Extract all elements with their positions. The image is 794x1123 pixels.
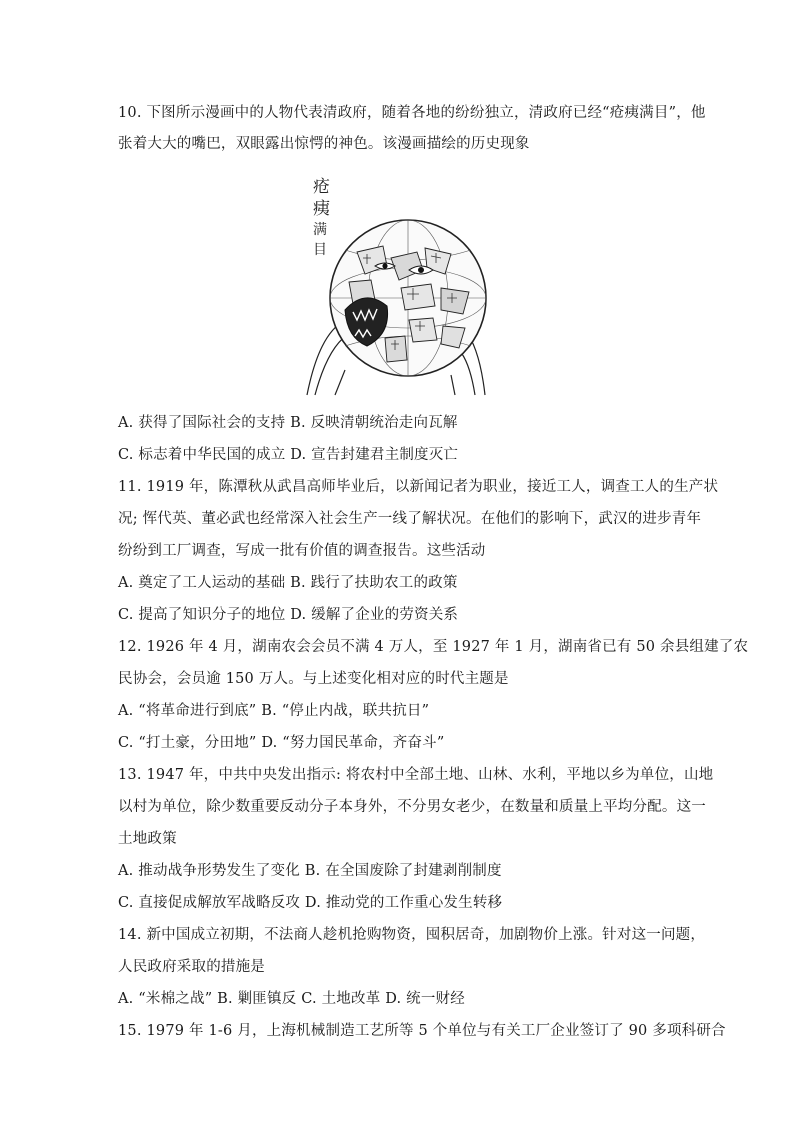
svg-text:目: 目 (313, 242, 327, 258)
q12-options-cd: C. “打土豪，分田地” D. “努力国民革命，齐奋斗” (118, 735, 445, 751)
q12-stem-line-1: 12. 1926 年 4 月，湖南农会会员不满 4 万人，至 1927 年 1 月，湖南省已有 50 余县组建了农 (118, 639, 749, 655)
q10-stem-line-2: 张着大大的嘴巴，双眼露出惊愕的神色。该漫画描绘的历史现象 (118, 136, 530, 152)
q11-options-cd: C. 提高了知识分子的地位 D. 缓解了企业的劳资关系 (118, 607, 459, 623)
q10-stem-line-1: 10. 下图所示漫画中的人物代表清政府，随着各地的纷纷独立，清政府已经“疮痍满目”，他 (118, 105, 706, 121)
q10-options-ab: A. 获得了国际社会的支持 B. 反映清朝统治走向瓦解 (118, 415, 458, 431)
q14-stem-line-2: 人民政府采取的措施是 (118, 959, 265, 975)
q11-options-ab: A. 奠定了工人运动的基础 B. 践行了扶助农工的政策 (118, 575, 458, 591)
q14-options: A. “米棉之战” B. 剿匪镇反 C. 土地改革 D. 统一财经 (118, 991, 465, 1007)
svg-text:满: 满 (313, 222, 327, 238)
q14-stem-line-1: 14. 新中国成立初期，不法商人趁机抢购物资，囤积居奇，加剧物价上涨。针对这一问题， (118, 927, 706, 943)
q11-stem-line-1: 11. 1919 年，陈潭秋从武昌高师毕业后，以新闻记者为职业，接近工人，调查工人的生产状 (118, 479, 719, 495)
qing-government-cartoon-icon (305, 170, 495, 398)
q12-stem-line-2: 民协会，会员逾 150 万人。与上述变化相对应的时代主题是 (118, 671, 509, 687)
q12-options-ab: A. “将革命进行到底” B. “停止内战，联共抗日” (118, 703, 430, 719)
q11-stem-line-3: 纷纷到工厂调查，写成一批有价值的调查报告。这些活动 (118, 543, 486, 559)
q11-stem-line-2: 况; 恽代英、董必武也经常深入社会生产一线了解状况。在他们的影响下，武汉的进步青年 (118, 511, 702, 527)
q10-options-cd: C. 标志着中华民国的成立 D. 宣告封建君主制度灭亡 (118, 447, 459, 463)
svg-text:疮: 疮 (313, 177, 330, 197)
q13-stem-line-2: 以村为单位，除少数重要反动分子本身外，不分男女老少，在数量和质量上平均分配。这一 (118, 799, 706, 815)
svg-text:痍: 痍 (313, 199, 330, 219)
cartoon-caption (313, 177, 330, 258)
q15-stem-line-1: 15. 1979 年 1-6 月，上海机械制造工艺所等 5 个单位与有关工厂企业签订了 90 多项科研合 (118, 1023, 726, 1039)
q13-stem-line-1: 13. 1947 年，中共中央发出指示: 将农村中全部土地、山林、水利，平地以乡为单位，山地 (118, 767, 714, 783)
q13-options-cd: C. 直接促成解放军战略反攻 D. 推动党的工作重心发生转移 (118, 895, 503, 911)
q13-options-ab: A. 推动战争形势发生了变化 B. 在全国废除了封建剥削制度 (118, 863, 502, 879)
q13-stem-line-3: 土地政策 (118, 831, 177, 847)
